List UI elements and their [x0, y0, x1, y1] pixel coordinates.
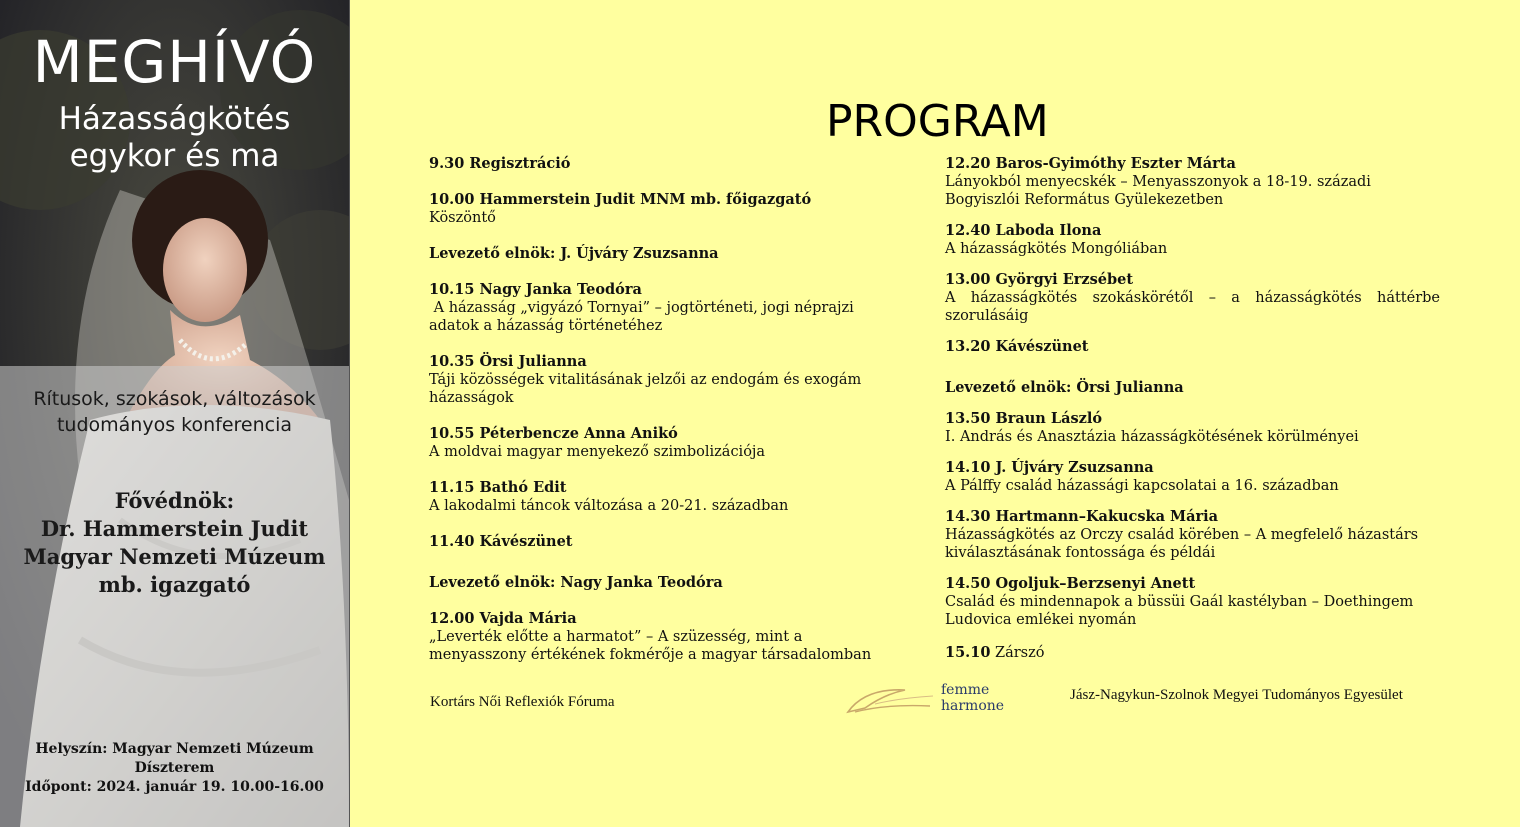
program-entry	[429, 353, 899, 407]
entry-head: 10.35 Örsi Julianna	[429, 353, 587, 370]
conference-subtitle	[0, 101, 349, 175]
entry-desc: I. András és Anasztázia házasságkötésének körülményei	[945, 429, 1359, 445]
patron-block	[0, 487, 349, 599]
entry-head: Levezető elnök: Örsi Julianna	[945, 379, 1184, 396]
program-entry	[429, 574, 899, 592]
entry-head: 14.50 Ogoljuk–Berzsenyi Anett	[945, 575, 1196, 592]
patron-label: Fővédnök:	[114, 488, 235, 513]
entry-head: 13.20 Kávészünet	[945, 338, 1089, 355]
entry-desc: Házasságkötés az Orczy család körében – A megfelelő házastárs kiválasztásának fontossága és példái	[945, 527, 1419, 561]
feather-icon	[845, 682, 940, 718]
entry-head: 10.55 Péterbencze Anna Anikó	[429, 425, 678, 442]
program-entry	[945, 459, 1440, 495]
entry-head: 11.15 Bathó Edit	[429, 479, 567, 496]
entry-head: 15.10	[945, 644, 991, 661]
program-entry	[945, 644, 1440, 662]
organizer-right: Jász-Nagykun-Szolnok Megyei Tudományos Egyesület	[1070, 687, 1403, 703]
entry-desc: Család és mindennapok a büssüi Gaál kastélyban – Doethingem Ludovica emlékei nyomán	[945, 594, 1414, 628]
entry-desc: A lakodalmi táncok változása a 20-21. században	[429, 498, 789, 514]
program-entry	[429, 191, 899, 227]
program-entry	[429, 425, 899, 461]
entry-desc: A Pálffy család házassági kapcsolatai a 16. században	[945, 478, 1339, 494]
entry-head: Levezető elnök: J. Újváry Zsuzsanna	[429, 245, 719, 262]
program-entry	[945, 222, 1440, 258]
entry-head: Levezető elnök: Nagy Janka Teodóra	[429, 574, 723, 591]
entry-head: 10.15 Nagy Janka Teodóra	[429, 281, 642, 298]
logo-text	[941, 682, 1004, 714]
entry-desc: Köszöntő	[429, 210, 496, 226]
program-column-left	[429, 155, 899, 682]
patron-role: mb. igazgató	[98, 572, 251, 597]
program-entry	[945, 338, 1440, 356]
program-entry	[429, 245, 899, 263]
logo-line: harmone	[941, 698, 1005, 714]
patron-org: Magyar Nemzeti Múzeum	[23, 544, 326, 569]
entry-desc: A moldvai magyar menyekező szimbolizációja	[429, 444, 766, 460]
entry-head: 12.00 Vajda Mária	[429, 610, 577, 627]
entry-desc: Lányokból menyecskék – Menyasszonyok a 18-19. századi Bogyiszlói Református Gyülekezetben	[945, 174, 1371, 208]
entry-desc: A házasságkötés Mongóliában	[945, 241, 1168, 257]
entry-head: 9.30 Regisztráció	[429, 155, 571, 172]
entry-head: 10.00 Hammerstein Judit MNM mb. főigazgató	[429, 191, 812, 208]
conf-line: Rítusok, szokások, változások	[33, 388, 316, 410]
invitation-title: MEGHÍVÓ	[32, 28, 317, 96]
femme-harmone-logo	[845, 682, 1025, 718]
left-panel	[0, 0, 350, 827]
program-entry	[429, 155, 899, 173]
program-entry	[429, 479, 899, 515]
program-entry	[945, 575, 1440, 629]
logo-line: femme	[941, 682, 990, 698]
patron-name: Dr. Hammerstein Judit	[40, 516, 309, 541]
date-line: Időpont: 2024. január 19. 10.00-16.00	[25, 779, 324, 795]
subtitle-line: Házasságkötés	[58, 101, 291, 137]
program-entry	[429, 281, 899, 335]
program-entry	[945, 379, 1440, 397]
program-entry	[945, 155, 1440, 209]
conf-line: tudományos konferencia	[56, 414, 293, 436]
program-entry	[945, 410, 1440, 446]
program-title: PROGRAM	[826, 96, 1049, 147]
subtitle-line: egykor és ma	[69, 138, 280, 174]
program-entry	[945, 508, 1440, 562]
entry-head: 13.00 Györgyi Erzsébet	[945, 271, 1134, 288]
program-entry	[945, 271, 1440, 325]
program-entry	[429, 610, 899, 664]
program-column-right	[945, 155, 1440, 680]
organizer-left: Kortárs Női Reflexiók Fóruma	[430, 694, 615, 710]
entry-desc: Zárszó	[995, 645, 1045, 661]
entry-head: 12.20 Baros-Gyimóthy Eszter Márta	[945, 155, 1236, 172]
entry-head: 12.40 Laboda Ilona	[945, 222, 1102, 239]
conference-type	[0, 386, 349, 438]
program-entry	[429, 533, 899, 551]
entry-head: 14.30 Hartmann–Kakucska Mária	[945, 508, 1219, 525]
entry-head: 11.40 Kávészünet	[429, 533, 573, 550]
entry-desc: A házasságkötés szokáskörétől – a házasságkötés háttérbe szorulásáig	[945, 290, 1440, 324]
entry-head: 13.50 Braun László	[945, 410, 1103, 427]
venue-block	[0, 740, 349, 797]
entry-desc: Táji közösségek vitalitásának jelzői az endogám és exogám házasságok	[429, 372, 862, 406]
entry-desc: „Leverték előtte a harmatot” – A szüzesség, mint a menyasszony értékének fokmérője a magyar társadalomban	[429, 629, 872, 663]
entry-desc: A házasság „vigyázó Tornyai” – jogtörténeti, jogi néprajzi adatok a házasság történetéhez	[429, 300, 859, 334]
venue-line: Díszterem	[134, 760, 215, 776]
venue-line: Helyszín: Magyar Nemzeti Múzeum	[35, 741, 314, 757]
entry-head: 14.10 J. Újváry Zsuzsanna	[945, 459, 1154, 476]
